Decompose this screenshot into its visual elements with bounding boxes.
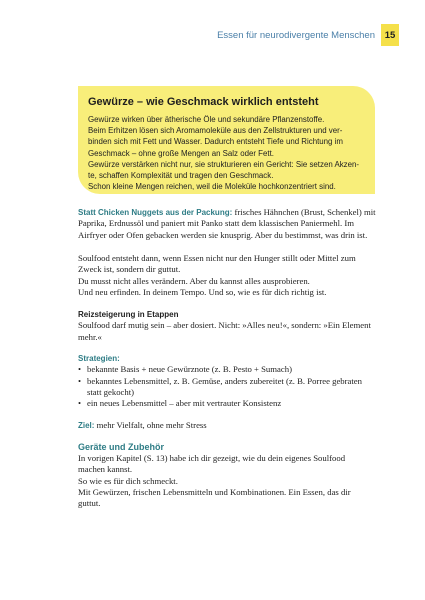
info-box-line: Gewürze verstärken nicht nur, sie strukturieren ein Gericht: Sie setzen Akzen- bbox=[88, 159, 360, 169]
bullet-marker: • bbox=[78, 375, 82, 386]
nuggets-paragraph bbox=[78, 207, 378, 241]
strategien-heading: Strategien: bbox=[78, 354, 120, 363]
info-box-line: Schon kleine Mengen reichen, weil die Moleküle hochkonzentriert sind. bbox=[88, 182, 336, 192]
nuggets-first-line: frisches Hähnchen (Brust, Schenkel) mit bbox=[232, 207, 376, 217]
info-box-line: binden sich mit Fett und Wasser. Dadurch entsteht Tiefe und Richtung im bbox=[88, 137, 343, 147]
reiz-heading: Reizsteigerung in Etappen bbox=[78, 310, 179, 319]
info-box-line: Geschmack – ohne große Mengen an Salz oder Fett. bbox=[88, 148, 274, 158]
info-box-line: Beim Erhitzen lösen sich Aromamoleküle aus den Zellstrukturen und ver- bbox=[88, 126, 343, 136]
paragraph-line: Und neu erfinden. In deinem Tempo. Und so, wie es für dich richtig ist. bbox=[78, 286, 327, 297]
paragraph-line: Du musst nicht alles verändern. Aber du kannst alles ausprobieren. bbox=[78, 275, 310, 286]
paragraph-line: Airfryer oder Ofen gebacken werden sie knusprig. Aber du bestimmst, was drin ist. bbox=[78, 229, 368, 240]
geraete-section bbox=[78, 441, 378, 509]
list-item bbox=[78, 398, 378, 409]
page-header bbox=[217, 24, 399, 46]
running-title: Essen für neurodivergente Menschen bbox=[217, 29, 375, 41]
soulfood-paragraph bbox=[78, 253, 378, 298]
paragraph-line: guttut. bbox=[78, 498, 101, 509]
ziel-label: Ziel: bbox=[78, 421, 95, 430]
paragraph-line: Soulfood entsteht dann, wenn Essen nicht nur den Hunger stillt oder Mittel zum bbox=[78, 253, 356, 263]
paragraph-line: machen kannst. bbox=[78, 464, 133, 475]
list-item-text: ein neues Lebensmittel – aber mit vertrauter Konsistenz bbox=[87, 398, 282, 409]
list-item bbox=[78, 376, 378, 399]
paragraph-line: Mit Gewürzen, frischen Lebensmitteln und Kombinationen. Ein Essen, das dir bbox=[78, 486, 351, 497]
nuggets-label: Statt Chicken Nuggets aus der Packung: bbox=[78, 208, 233, 217]
ziel-text: mehr Vielfalt, ohne mehr Stress bbox=[94, 420, 207, 430]
info-box bbox=[78, 86, 375, 194]
list-item-text: bekannte Basis + neue Gewürznote (z. B. Pesto + Sumach) bbox=[87, 364, 292, 375]
paragraph-line: Soulfood darf mutig sein – aber dosiert. Nicht: »Alles neu!«, sondern: »Ein Element bbox=[78, 320, 371, 331]
bullet-marker: • bbox=[78, 364, 82, 375]
paragraph-line: In vorigen Kapitel (S. 13) habe ich dir gezeigt, wie du dein eigenes Soulfood bbox=[78, 453, 346, 463]
info-box-line: te, schaffen Komplexität und tragen den Geschmack. bbox=[88, 171, 274, 181]
list-item-text: statt gekocht) bbox=[87, 386, 135, 397]
list-item bbox=[78, 364, 378, 375]
paragraph-line: Paprika, Erdnussöl und paniert mit Panko statt dem klassischen Paniermehl. Im bbox=[78, 218, 355, 229]
paragraph-line bbox=[78, 207, 378, 218]
info-box-line: Gewürze wirken über ätherische Öle und sekundäre Pflanzenstoffe. bbox=[88, 115, 325, 124]
reiz-section bbox=[78, 309, 378, 343]
page-number: 15 bbox=[381, 24, 399, 46]
info-box-title: Gewürze – wie Geschmack wirklich entsteht bbox=[88, 96, 319, 108]
geraete-heading: Geräte und Zubehör bbox=[78, 442, 165, 452]
strategien-section bbox=[78, 353, 378, 409]
paragraph-line: So wie es für dich schmeckt. bbox=[78, 475, 178, 486]
bullet-marker: • bbox=[78, 398, 82, 409]
paragraph-line: mehr.« bbox=[78, 331, 102, 342]
ziel-line bbox=[78, 420, 378, 431]
paragraph-line: Zweck ist, sondern dir guttut. bbox=[78, 264, 181, 275]
list-item-text: bekanntes Lebensmittel, z. B. Gemüse, anders zubereitet (z. B. Porree gebraten bbox=[87, 375, 363, 386]
